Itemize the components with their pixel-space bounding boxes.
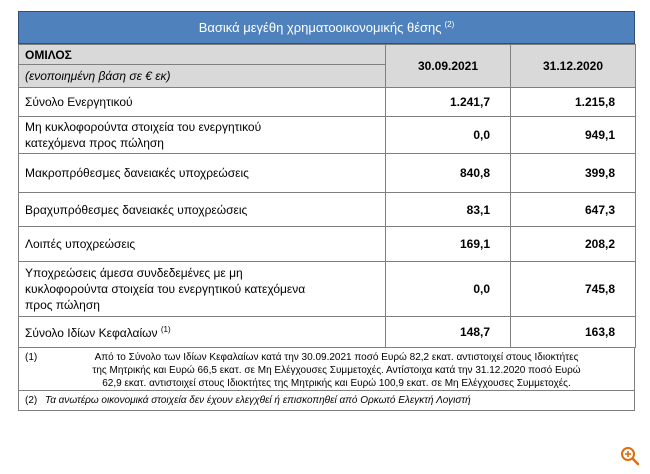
footnote-line: 62,9 εκατ. αντιστοιχεί στους Ιδιοκτήτες της Μητρικής και Ευρώ 100,9 εκατ. σε Μη Ελέγχουσες Συμμετοχές. <box>102 378 571 389</box>
table-title <box>18 11 635 44</box>
row-label-line: Υποχρεώσεις άμεσα συνδεδεμένες με μη <box>25 266 243 280</box>
table-row <box>19 154 636 193</box>
zoom-icon[interactable] <box>620 446 640 466</box>
value-2021: 169,1 <box>386 227 511 262</box>
basis-label: (ενοποιημένη βάση σε € εκ) <box>19 65 386 88</box>
column-header-2021: 30.09.2021 <box>386 45 511 88</box>
table-title-note: (2) <box>444 20 455 29</box>
value-2021: 148,7 <box>386 317 511 348</box>
value-2021: 83,1 <box>386 193 511 227</box>
row-label <box>19 262 386 317</box>
footnote-text <box>45 351 628 390</box>
table-row <box>19 117 636 154</box>
value-2021: 840,8 <box>386 154 511 193</box>
row-label <box>19 317 386 348</box>
value-2021: 1.241,7 <box>386 88 511 117</box>
footnote-line: της Μητρικής και Ευρώ 66,5 εκατ. σε Μη Ελέγχουσες Συμμετοχές. Αντίστοιχα κατά την 31.12.2020 ποσό Ευρώ <box>92 365 581 376</box>
row-label: Σύνολο Ενεργητικού <box>19 88 386 117</box>
footnote-2 <box>19 390 634 410</box>
footnote-text: Τα ανωτέρω οικονομικά στοιχεία δεν έχουν ελεγχθεί ή επισκοπηθεί από Ορκωτό Ελεγκτή Λογιστή <box>45 395 471 406</box>
footnote-mark: (1) <box>25 352 38 363</box>
table-row <box>19 193 636 227</box>
row-label-line: κατεχόμενα προς πώληση <box>25 136 164 150</box>
header-row-group <box>19 45 636 65</box>
value-2020: 208,2 <box>511 227 636 262</box>
column-header-2020: 31.12.2020 <box>511 45 636 88</box>
row-label-line: Μη κυκλοφορούντα στοιχεία του ενεργητικού <box>25 120 262 134</box>
table-title-text: Βασικά μεγέθη χρηματοοικονομικής θέσης <box>198 20 442 35</box>
row-label-text: Σύνολο Ιδίων Κεφαλαίων <box>25 325 158 340</box>
group-label: ΟΜΙΛΟΣ <box>19 45 386 65</box>
value-2021: 0,0 <box>386 117 511 154</box>
row-label: Βραχυπρόθεσμες δανειακές υποχρεώσεις <box>19 193 386 227</box>
table-row <box>19 317 636 348</box>
row-label: Λοιπές υποχρεώσεις <box>19 227 386 262</box>
row-label-line: προς πώληση <box>25 298 100 312</box>
footnote-mark: (2) <box>25 395 38 406</box>
row-label: Μακροπρόθεσμες δανειακές υποχρεώσεις <box>19 154 386 193</box>
financial-position-table-block <box>18 11 635 411</box>
table-row <box>19 88 636 117</box>
footnote-1 <box>19 348 634 390</box>
footnote-line: Από το Σύνολο των Ιδίων Κεφαλαίων κατά την 30.09.2021 ποσό Ευρώ 82,2 εκατ. αντιστοιχεί στους Ιδιοκτήτες <box>94 352 579 363</box>
value-2020: 647,3 <box>511 193 636 227</box>
value-2020: 399,8 <box>511 154 636 193</box>
table-row <box>19 262 636 317</box>
footnotes <box>18 348 635 411</box>
value-2020: 949,1 <box>511 117 636 154</box>
value-2020: 1.215,8 <box>511 88 636 117</box>
value-2020: 163,8 <box>511 317 636 348</box>
financial-table <box>18 44 636 348</box>
row-label-line: κυκλοφορούντα στοιχεία του ενεργητικού κατεχόμενα <box>25 282 306 296</box>
value-2020: 745,8 <box>511 262 636 317</box>
row-label <box>19 117 386 154</box>
table-row <box>19 227 636 262</box>
row-label-note: (1) <box>160 324 171 334</box>
value-2021: 0,0 <box>386 262 511 317</box>
